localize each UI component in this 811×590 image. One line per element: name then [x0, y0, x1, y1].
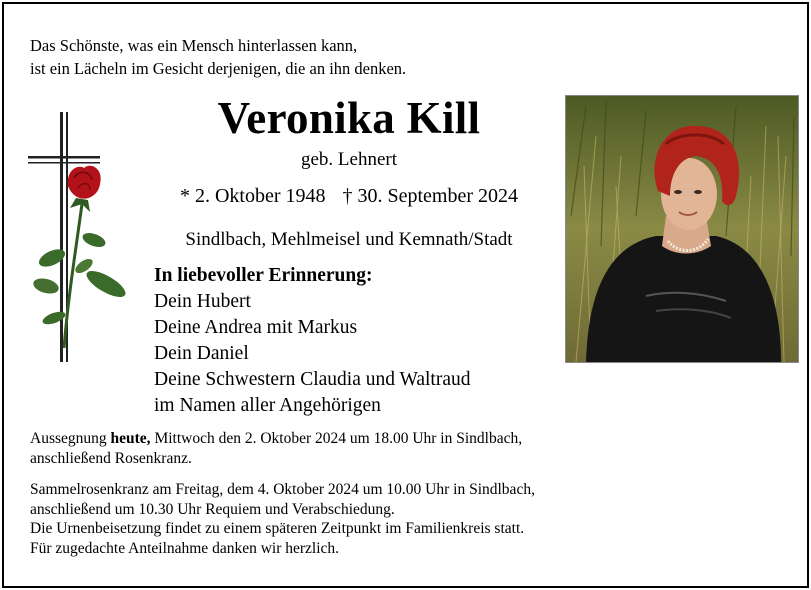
- consecration-line-1: [30, 429, 522, 449]
- rosary-line-2: anschließend um 10.30 Uhr Requiem und Verabschiedung.: [30, 500, 395, 518]
- quote: [30, 34, 406, 80]
- urn-line: Die Urnenbeisetzung findet zu einem späteren Zeitpunkt im Familienkreis statt.: [30, 520, 525, 537]
- birth-name: geb. Lehnert: [300, 149, 397, 170]
- mourner-line: Dein Hubert: [154, 291, 251, 312]
- mourners-heading: In liebevoller Erinnerung:: [154, 265, 373, 286]
- quote-line-1: Das Schönste, was ein Mensch hinterlassen kann,: [30, 36, 358, 55]
- rosary-line-1: Sammelrosenkranz am Freitag, dem 4. Oktober 2024 um 10.00 Uhr in Sindlbach,: [30, 481, 535, 498]
- thanks-line: Für zugedachte Anteilnahme danken wir herzlich.: [30, 539, 340, 557]
- mourner-line: Deine Andrea mit Markus: [154, 317, 358, 338]
- cross-rose-icon: [24, 108, 144, 368]
- consecration-post: Mittwoch den 2. Oktober 2024 um 18.00 Uhr in Sindlbach,: [150, 430, 523, 447]
- birth-date: * 2. Oktober 1948: [179, 185, 326, 207]
- portrait-photo: [565, 95, 799, 363]
- life-dates: [144, 185, 554, 208]
- consecration-today: heute,: [110, 430, 151, 447]
- portrait-image: [566, 96, 798, 362]
- obituary-card: [2, 2, 809, 588]
- service-notice: [30, 480, 535, 558]
- mourner-line: Dein Daniel: [154, 343, 249, 364]
- mourner-line: im Namen aller Angehörigen: [154, 395, 381, 416]
- consecration-notice: [30, 429, 522, 468]
- quote-line-2: ist ein Lächeln im Gesicht derjenigen, die an ihn denken.: [30, 59, 407, 78]
- consecration-line-2: anschließend Rosenkranz.: [30, 449, 192, 467]
- places: Sindlbach, Mehlmeisel und Kemnath/Stadt: [185, 229, 513, 250]
- consecration-pre: Aussegnung: [30, 430, 111, 447]
- mourner-line: Deine Schwestern Claudia und Waltraud: [154, 369, 471, 390]
- deceased-name: Veronika Kill: [217, 93, 481, 143]
- death-date: † 30. September 2024: [342, 185, 519, 207]
- mourners-block: [154, 263, 471, 419]
